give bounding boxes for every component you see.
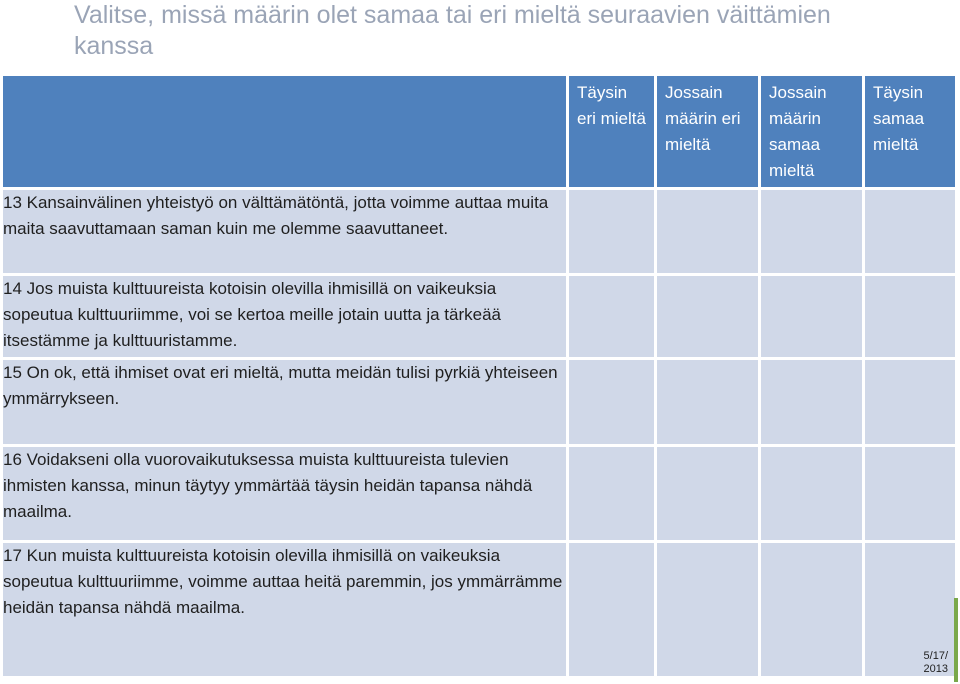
slide-date: 5/17/ 2013 — [923, 650, 948, 675]
column-header-fully-agree: Täysin samaa mieltä — [865, 76, 955, 190]
answer-cell-fully-agree[interactable] — [865, 190, 955, 276]
statement-row-15 — [3, 360, 955, 447]
header-row — [3, 76, 955, 190]
statement-text: 14 Jos muista kulttuureista kotoisin olevilla ihmisillä on vaikeuksia sopeutua kulttuuriimme, voi se kertoa meille jotain uutta ja tärkeää itsestämme ja kulttuuristamme. — [3, 276, 569, 360]
statement-text: 13 Kansainvälinen yhteistyö on välttämätöntä, jotta voimme auttaa muita maita saavuttamaan saman kuin me olemme saavuttaneet. — [3, 190, 569, 276]
answer-cell-somewhat-agree[interactable] — [761, 543, 865, 679]
statement-text: 15 On ok, että ihmiset ovat eri mieltä, mutta meidän tulisi pyrkiä yhteiseen ymmärrykseen. — [3, 360, 569, 447]
answer-cell-somewhat-agree[interactable] — [761, 276, 865, 360]
survey-table — [3, 76, 955, 679]
answer-cell-somewhat-agree[interactable] — [761, 447, 865, 543]
statement-text: 16 Voidakseni olla vuorovaikutuksessa muista kulttuureista tulevien ihmisten kanssa, minun täytyy ymmärtää täysin heidän tapansa nähdä maailma. — [3, 447, 569, 543]
column-header-somewhat-disagree: Jossain määrin eri mieltä — [657, 76, 761, 190]
answer-cell-fully-disagree[interactable] — [569, 360, 657, 447]
answer-cell-somewhat-agree[interactable] — [761, 360, 865, 447]
answer-cell-somewhat-disagree[interactable] — [657, 543, 761, 679]
page-title: Valitse, missä määrin olet samaa tai eri mieltä seuraavien väittämien kanssa — [74, 1, 831, 60]
statement-row-16 — [3, 447, 955, 543]
answer-cell-fully-agree[interactable] — [865, 360, 955, 447]
answer-cell-somewhat-disagree[interactable] — [657, 276, 761, 360]
answer-cell-fully-agree[interactable] — [865, 447, 955, 543]
answer-cell-fully-agree[interactable] — [865, 276, 955, 360]
column-header-fully-disagree: Täysin eri mieltä — [569, 76, 657, 190]
answer-cell-fully-disagree[interactable] — [569, 276, 657, 360]
statement-row-17 — [3, 543, 955, 679]
answer-cell-somewhat-agree[interactable] — [761, 190, 865, 276]
statement-row-13 — [3, 190, 955, 276]
slide-edge-accent — [954, 598, 958, 682]
statement-text: 17 Kun muista kulttuureista kotoisin olevilla ihmisillä on vaikeuksia sopeutua kulttuuriimme, voimme auttaa heitä paremmin, jos ymmärrämme heidän tapansa nähdä maailma. — [3, 543, 569, 679]
statement-header — [3, 76, 569, 190]
answer-cell-fully-disagree[interactable] — [569, 543, 657, 679]
column-header-somewhat-agree: Jossain määrin samaa mieltä — [761, 76, 865, 190]
statement-row-14 — [3, 276, 955, 360]
answer-cell-somewhat-disagree[interactable] — [657, 360, 761, 447]
answer-cell-fully-disagree[interactable] — [569, 447, 657, 543]
answer-cell-fully-disagree[interactable] — [569, 190, 657, 276]
answer-cell-somewhat-disagree[interactable] — [657, 447, 761, 543]
answer-cell-somewhat-disagree[interactable] — [657, 190, 761, 276]
